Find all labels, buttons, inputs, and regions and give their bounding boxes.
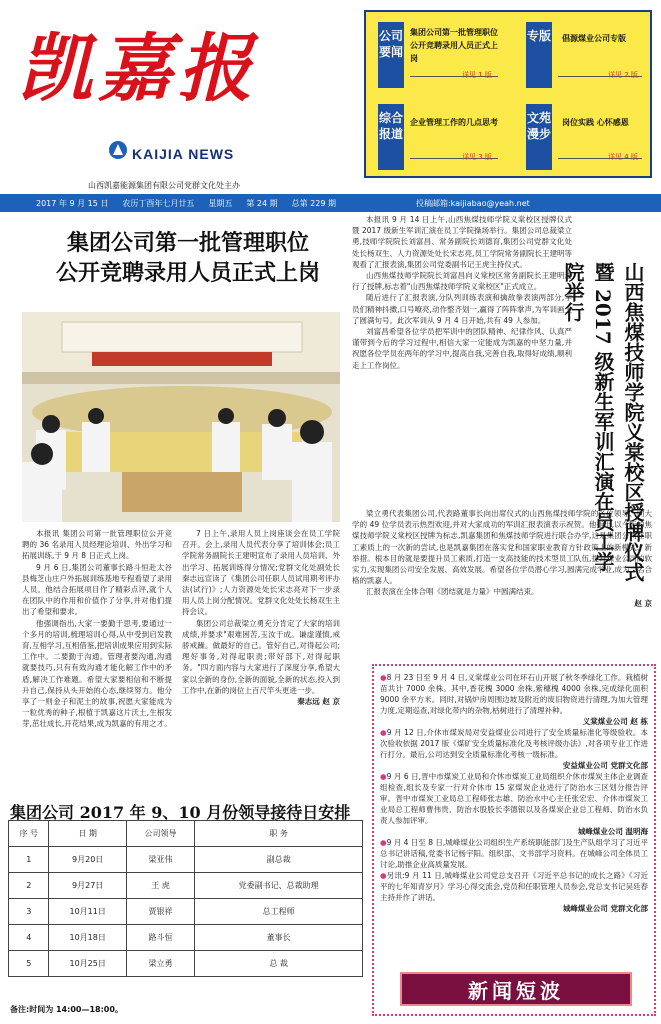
article1-headline-line2: 公开竞聘录用人员正式上岗 [55, 260, 320, 286]
schedule-cell: 王 虎 [126, 873, 194, 899]
schedule-header: 公司领导 [126, 821, 194, 847]
bullet-icon: ● [380, 772, 387, 781]
article1-headline [38, 228, 338, 288]
article2-paragraph: 随后进行了汇报表演,分队列训练表演和擒敌拳表演两部分,学员们精神抖擞,口号嘹亮,动作整齐划一,赢得了阵阵掌声,为军训画上了圆满句号。此次军训从 9 月 4 日开始,共有 49 人参加。 [352, 293, 572, 325]
article1-paragraph: 本报讯 集团公司第一批管理职位公开竞聘的 36 名录用人员经理论培训、外出学习和拓展训练,于 9 月 8 日正式上岗。 [22, 529, 172, 561]
schedule-row [9, 951, 363, 977]
article1-column2 [182, 528, 340, 707]
schedule-row [9, 847, 363, 873]
article1-byline: 秦志远 赵 京 [297, 697, 340, 707]
schedule-row [9, 899, 363, 925]
article2-paragraph: 汇报表演在全体合唱《团结就是力量》中圆满结束。 [366, 587, 539, 597]
schedule-note: 备注:时间为 14:00—18:00。 [10, 1005, 123, 1014]
index-link[interactable]: 详见 2 版 [608, 71, 638, 79]
schedule-cell: 党委副书记、总裁助理 [195, 873, 363, 899]
index-tag: 专版 [526, 22, 552, 88]
news-item-text: 8 月 23 日至 9 月 4 日,义棠煤业公司在环石山开展了秋冬季绿化工作。栽植树苗共计 7000 余株。其中,香花槐 3000 余株,紫穗槐 4000 余株,完成绿化面积 9000 余平方米。同时,对锅炉房周围边坡及附近的废旧物资进行清理,为加大管理力度,定期巡查,对绿化带内的杂物,枯树进行了清理补种。 [380, 673, 648, 715]
masthead-title: 凯嘉报 [18, 26, 258, 112]
index-item-text[interactable]: 集团公司第一批管理职位公开竞聘录用人员正式上岗 [410, 28, 498, 63]
bullet-icon: ● [380, 871, 387, 880]
article2-paragraph: 梁立勇代表集团公司,代表路董事长向出席仪式的山西焦煤技师学院的各位领导、向大学的 49 位学员表示热烈欢迎,并对大家成功的军训汇报表演表示祝贺。他指出,以今天的焦煤技师学院义棠校区授牌为标志,凯嘉集团和焦煤技师学院进行联合办学,这是集团公司在职工素质上的一次新的尝试,也是凯嘉集团在落实党和国家职业教育方针政策上的新模式、新举措。根本目的就是要提升员工素质,打造一支高技能的技术型员工队伍,提升煤业公司的软实力,实现集团公司安全发展、高效发展。希望各位学员潜心学习,圆满完成学业,成为一名合格的凯嘉人。 [352, 509, 652, 586]
article1-paragraph: 7 日上午,录用人员上岗座谈会在员工学院召开。会上,录用人员代表分享了培训体会;员工学院常务副院长王建明宣布了录用人员培训、外出学习、拓展训练得分情况;党群文化处副处长秦志远宣读了《集团公司任职人员试用期考评办法(试行)》;人力资源处处长宋志亮对下一步录用人员上岗分配情况。党群文化处处长杨双生主持会议。 [182, 529, 340, 617]
news-item-text: 9 月 6 日,晋中市煤炭工业局和介休市煤炭工业局组织介休市煤炭主体企业调查组检查,组长及专家一行对介休市 15 家煤炭企业进行了防治水三区划分报告评审。晋中市煤炭工业局总工程师张志雄、防治水中心主任张宏宏、介休市煤炭工业局总工程师曹伟贵、防治水股股长李德银以及各煤炭企业总工程师、防治水负责人参加评审。 [380, 772, 649, 825]
news-item-text: 另讯:9 月 11 日,城峰煤业公司党总支召开《习近平总书记的成长之路》《习近平的七年知青岁月》学习心得交流会,党员和任职管理人员参会,党总支书记吴廷春主持并作了讲话。 [380, 871, 648, 902]
index-tag: 综合报道 [378, 104, 404, 170]
index-item-text[interactable]: 倡源煤业公司专版 [562, 34, 626, 43]
schedule-header: 职 务 [195, 821, 363, 847]
kaijia-logo-icon [108, 140, 128, 160]
news-item-source: 义棠煤业公司 赵 栋 [582, 717, 648, 726]
news-item-text: 9 月 12 日,介休市煤炭局对安益煤业公司进行了安全质量标准化等级验收。本次验收依据 2017 版《煤矿安全质量标准化及考核评级办法》,对各项专业工作进行打分。最后,公司达到安全质量标准化考核一级标准。 [380, 728, 649, 759]
publisher-line: 山西凯嘉能源集团有限公司党群文化处主办 [88, 181, 240, 190]
article2-paragraph: 山西焦煤技师学院院长刘富昌向义棠校区常务副院长王建明进行了授牌,标志着"山西焦煤技师学院义棠校区"正式成立。 [352, 271, 572, 292]
schedule-cell: 总 裁 [195, 951, 363, 977]
news-item [380, 837, 648, 870]
article2-paragraph: 刘富昌希望各位学员把军训中的团队精神、纪律作风、认真严谨带到今后的学习过程中,相信大家一定能成为凯嘉的中坚力量,并祝愿各位学员在两年的学习中,提高自我,完善自我,取得好成绩,顺利走上工作岗位。 [352, 327, 572, 370]
article1-headline-line1: 集团公司第一批管理职位 [66, 230, 309, 256]
schedule-table [8, 820, 363, 977]
schedule-cell: 董事长 [195, 925, 363, 951]
article2-byline: 赵 京 [634, 598, 652, 608]
schedule-cell: 3 [9, 899, 49, 925]
lunar-date: 农历丁酉年七月廿五 [122, 198, 195, 208]
schedule-title: 集团公司 2017 年 9、10 月份领导接待日安排 [10, 803, 351, 822]
news-item-source: 安益煤业公司 党群文化部 [562, 761, 648, 770]
article2-body [352, 214, 572, 371]
index-item-text[interactable]: 岗位实践 心怀感恩 [562, 118, 629, 127]
schedule-header: 日 期 [49, 821, 126, 847]
schedule-row [9, 873, 363, 899]
schedule-header: 序 号 [9, 821, 49, 847]
issue-date: 2017 年 9 月 15 日 [36, 198, 109, 208]
schedule-cell: 梁立勇 [126, 951, 194, 977]
index-tag: 文苑漫步 [526, 104, 552, 170]
schedule-cell: 路斗恒 [126, 925, 194, 951]
total-issue: 总第 229 期 [291, 198, 336, 208]
schedule-header-row [9, 821, 363, 847]
bullet-icon: ● [380, 673, 387, 682]
news-item [380, 870, 648, 914]
index-box [364, 10, 652, 178]
article1-paragraph: 集团公司总裁梁立勇充分肯定了大家的培训成绩,并要求"艰难困苦,玉汝于成。谦虚谨慎,戒骄戒躁。做最好的自己。管好自己,对得起公司;理好事务,对得起职责;带好部下,对得起职务。"四方面内容与大家进行了深度分享,希望大家以全新的身份,全新的面貌,全新的状态,投入到工作中,在新的岗位上百尺竿头更进一步。 [182, 618, 340, 695]
index-item-text[interactable]: 企业管理工作的几点思考 [410, 118, 498, 127]
schedule-cell: 总工程师 [195, 899, 363, 925]
article1-column1 [22, 528, 172, 730]
schedule-cell: 梁亚伟 [126, 847, 194, 873]
article1-paragraph: 他强调指出,大家一要勤于思考,要通过一个多月的培训,梳理培训心得,从中受到启发教育,互相学习,互相借鉴,把培训成果应用到实际工作中。二要勤于沟通。管理者要沟通,沟通就要技巧,只有有效沟通才能化解工作中的矛盾,解决工作难题。希望大家要相信和不断提升自己,保持从头开始的心态,继续努力。他分享了一则金子和泥土的故事,祝愿大家能成为一粒优秀的种子,根植于凯嘉这片沃土,生根发芽,茁壮成长,开花结果,成为凯嘉的有用之才。 [22, 618, 172, 729]
schedule-cell: 副总裁 [195, 847, 363, 873]
brand-name: KAIJIA NEWS [132, 146, 235, 162]
schedule-row [9, 925, 363, 951]
article2-body-wide [352, 508, 652, 609]
news-item-text: 9 月 4 日至 8 日,城峰煤业公司组织生产系统职能部门及生产队组学习了习近平总书记讲话稿,党委书记杨宇阳。组织部、文书部学习资料。在城峰公司全体员工讨论,助推企业高质量发展。 [380, 838, 648, 869]
schedule-cell: 1 [9, 847, 49, 873]
news-item [380, 672, 648, 727]
schedule-cell: 4 [9, 925, 49, 951]
meeting-photo [22, 312, 340, 522]
index-link[interactable]: 详见 1 版 [462, 71, 492, 79]
schedule-cell: 贾银祥 [126, 899, 194, 925]
news-short-list [380, 672, 648, 914]
schedule-cell: 9月20日 [49, 847, 126, 873]
article1-paragraph: 9 月 6 日,集团公司董事长路斗恒赴太谷县梅芝山庄户外拓展训练基地专程看望了录用人员。他结合拓展项目作了精彩点评,就个人在团队中的作用和价值作了分享,并对他们提出了希望和要求。 [22, 562, 172, 617]
index-tag: 公司要闻 [378, 22, 404, 88]
issue-number: 第 24 期 [246, 198, 278, 208]
article2-paragraph: 本报讯 9 月 14 日上午,山西焦煤技师学院义棠校区授牌仪式暨 2017 级新生军训汇演在员工学院操场举行。集团公司总裁梁立勇,技师学院院长刘富昌、常务副院长刘德育,集团公司党群文化处处长杨双生、人力资源处处长宋志亮,员工学院常务副院长王建明等观看了汇报表演,集团公司党委副书记王虎主持仪式。 [352, 215, 572, 269]
schedule-cell: 5 [9, 951, 49, 977]
index-link[interactable]: 详见 3 版 [462, 153, 492, 161]
submission-email[interactable]: 投稿邮箱:kaijiabao@yeah.net [415, 198, 530, 208]
news-item [380, 727, 648, 771]
bullet-icon: ● [380, 838, 387, 847]
index-link[interactable]: 详见 4 版 [608, 153, 638, 161]
schedule-cell: 10月18日 [49, 925, 126, 951]
schedule-cell: 9月27日 [49, 873, 126, 899]
info-bar [0, 194, 661, 212]
schedule-cell: 2 [9, 873, 49, 899]
weekday: 星期五 [208, 198, 233, 208]
schedule-cell: 10月25日 [49, 951, 126, 977]
news-item-source: 城峰煤业公司 党群文化部 [562, 904, 648, 913]
news-item [380, 771, 648, 837]
news-short-title: 新闻短波 [400, 972, 632, 1006]
news-item-source: 城峰煤业公司 温明海 [577, 827, 648, 836]
bullet-icon: ● [380, 728, 387, 737]
article2-headline: 山西焦煤技师学院义棠校区授牌仪式暨 2017 级新生军训汇演在员工学院举行 [561, 262, 645, 582]
schedule-cell: 10月11日 [49, 899, 126, 925]
